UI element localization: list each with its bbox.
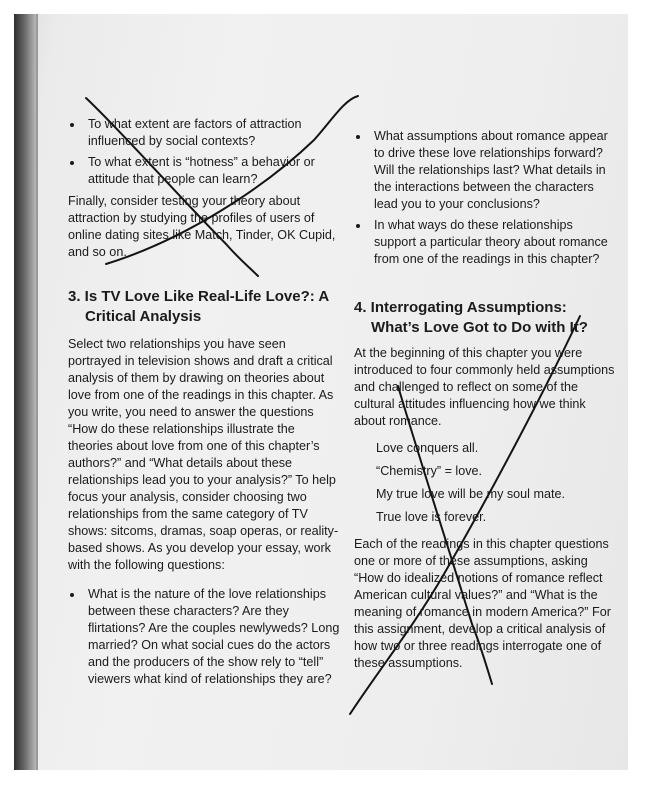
section-4-heading: 4. Interrogating Assumptions: What’s Love Got to Do with It?	[354, 299, 588, 336]
left-top-bullet-list	[68, 116, 340, 188]
spine-edge	[36, 14, 38, 770]
assumption-item: Love conquers all.	[376, 441, 479, 455]
book-spine	[14, 14, 36, 770]
section-3-heading: 3. Is TV Love Like Real-Life Love?: A Critical Analysis	[68, 288, 329, 325]
left-column	[68, 116, 340, 692]
right-column	[354, 128, 616, 672]
assumption-list	[376, 440, 616, 526]
section-3-body: Select two relationships you have seen portrayed in television shows and draft a critical analysis of them by drawing on theories about love from one of the readings in this chapter. As you write, you need to answer the questions “How do these relationships illustrate the theories about love from one of this chapter’s authors?” and “What details about these relationships lead you to your analysis?” To help focus your analysis, consider choosing two relationships from the same category of TV shows: sitcoms, dramas, soap operas, or reality-based shows. As you develop your essay, work with the following questions:	[68, 337, 339, 572]
section-3-bullet-list	[68, 586, 340, 688]
right-top-bullet-list	[354, 128, 616, 268]
finally-paragraph: Finally, consider testing your theory about attraction by studying the profiles of users of online dating sites like Match, Tinder, OK Cupid, and so on.	[68, 194, 336, 259]
assumption-item: True love is forever.	[376, 510, 487, 524]
bullet-item: In what ways do these relationships support a particular theory about romance from one of the readings in this chapter?	[354, 217, 616, 268]
bullet-item: What is the nature of the love relationships between these characters? Are they flirtations? Are the couples newlyweds? Long married? On what social cues do the actors and the producers of the show rely to “tell” viewers what kind of relationships they are?	[68, 586, 340, 688]
bullet-item: To what extent are factors of attraction influenced by social contexts?	[68, 116, 340, 150]
bullet-item: To what extent is “hotness” a behavior or attitude that people can learn?	[68, 154, 340, 188]
assumption-item: My true love will be my soul mate.	[376, 487, 565, 501]
assumption-item: “Chemistry” = love.	[376, 464, 483, 478]
section-4-body: Each of the readings in this chapter questions one or more of these assumptions, asking “How do idealized notions of romance reflect American cultural values?” and “What is the meaning of romance in modern America?” For this assignment, develop a critical analysis of how two or three readings interrogate one of these assumptions.	[354, 537, 611, 670]
book-page	[14, 14, 628, 770]
section-4-intro: At the beginning of this chapter you were introduced to four commonly held assumptions and challenged to reflect on some of the cultural attitudes influencing how we think about romance.	[354, 346, 615, 428]
bullet-item: What assumptions about romance appear to drive these love relationships forward? Will the relationships last? What details in the interactions between the characters lead you to your conclusions?	[354, 128, 616, 213]
